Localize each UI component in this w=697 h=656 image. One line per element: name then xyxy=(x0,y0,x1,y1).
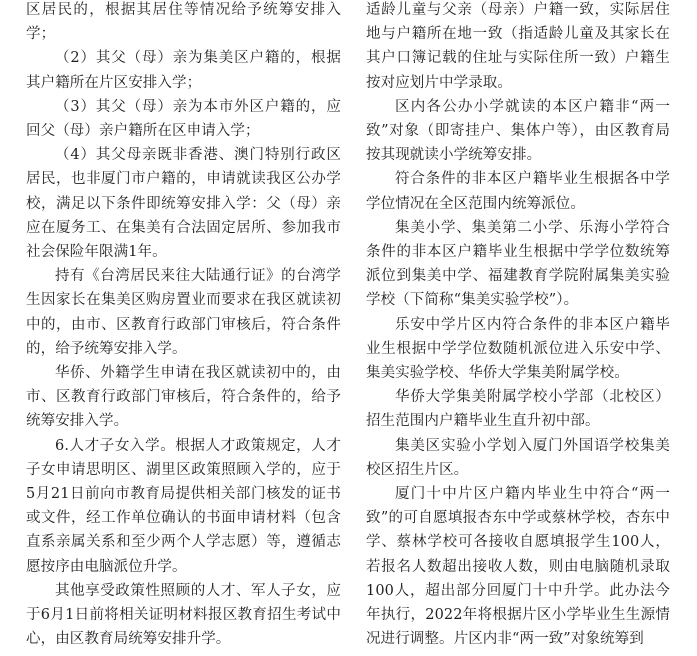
paragraph: （4）其父母亲既非香港、澳门特别行政区居民，也非厦门市户籍的，申请就读我区公办学校，满足以下条件即统筹安排入学：父（母）亲应在厦务工、在集美有合法固定居所、参加我市社会保险年限满1年。 xyxy=(26,147,341,261)
paragraph: 适龄儿童与父亲（母亲）户籍一致，实际居住地与户籍所在地一致（指适龄儿童及其家长在其户口簿记载的住址与实际住所一致）户籍生按对应划片中学录取。 xyxy=(366,2,670,91)
paragraph: 其他享受政策性照顾的人才、军人子女，应于6月1日前将相关证明材料报区教育招生考试中心，由区教育局统筹安排升学。 xyxy=(26,582,341,648)
paragraph: 持有《台湾居民来往大陆通行证》的台湾学生因家长在集美区购房置业而要求在我区就读初中的，由市、区教育行政部门审核后，符合条件的，给予统筹安排入学。 xyxy=(26,268,341,357)
left-column xyxy=(26,0,341,651)
paragraph: 区居民的，根据其居住等情况给予统筹安排入学； xyxy=(26,2,341,43)
paragraph: 符合条件的非本区户籍毕业生根据各中学学位情况在全区范围内统筹派位。 xyxy=(366,171,670,212)
paragraph: 6.人才子女入学。根据人才政策规定，人才子女申请思明区、湖里区政策照顾入学的，应于5月21日前向市教育局提供相关部门核发的证书或文件，经工作单位确认的书面申请材料（包含直系亲属关系和至少两个人学志愿）等，遵循志愿按序由电脑派位升学。 xyxy=(26,437,341,575)
paragraph: 厦门十中片区户籍内毕业生中符合“两一致”的可自愿填报杏东中学或蔡林学校，杏东中学、蔡林学校可各接收自愿填报学生100人，若报名人数超出接收人数，则由电脑随机录取100人，超出部分回厦门十中升学。此办法今年执行，2022年将根据片区小学毕业生生源情况进行调整。片区内非“两一致”对象统筹到 xyxy=(366,486,670,648)
paragraph: （2）其父（母）亲为集美区户籍的，根据其户籍所在片区安排入学； xyxy=(26,50,341,91)
paragraph: （3）其父（母）亲为本市外区户籍的，应回父（母）亲户籍所在区申请入学； xyxy=(26,98,341,140)
paragraph: 集美小学、集美第二小学、乐海小学符合条件的非本区户籍毕业生根据中学学位数统筹派位到集美中学、福建教育学院附属集美实验学校（下简称“集美实验学校”）。 xyxy=(366,219,670,309)
paragraph: 华侨、外籍学生申请在我区就读初中的，由市、区教育行政部门审核后，符合条件的，给予统筹安排入学。 xyxy=(26,365,341,430)
paragraph: 集美区实验小学划入厦门外国语学校集美校区招生片区。 xyxy=(366,437,670,478)
paragraph: 区内各公办小学就读的本区户籍非“两一致”对象（即寄挂户、集体户等），由区教育局按其现就读小学统筹安排。 xyxy=(366,98,670,164)
paragraph: 乐安中学片区内符合条件的非本区户籍毕业生根据中学学位数随机派位进入乐安中学、集美实验学校、华侨大学集美附属学校。 xyxy=(366,316,670,382)
right-column xyxy=(366,0,670,651)
paragraph: 华侨大学集美附属学校小学部（北校区）招生范围内户籍毕业生直升初中部。 xyxy=(366,389,670,430)
